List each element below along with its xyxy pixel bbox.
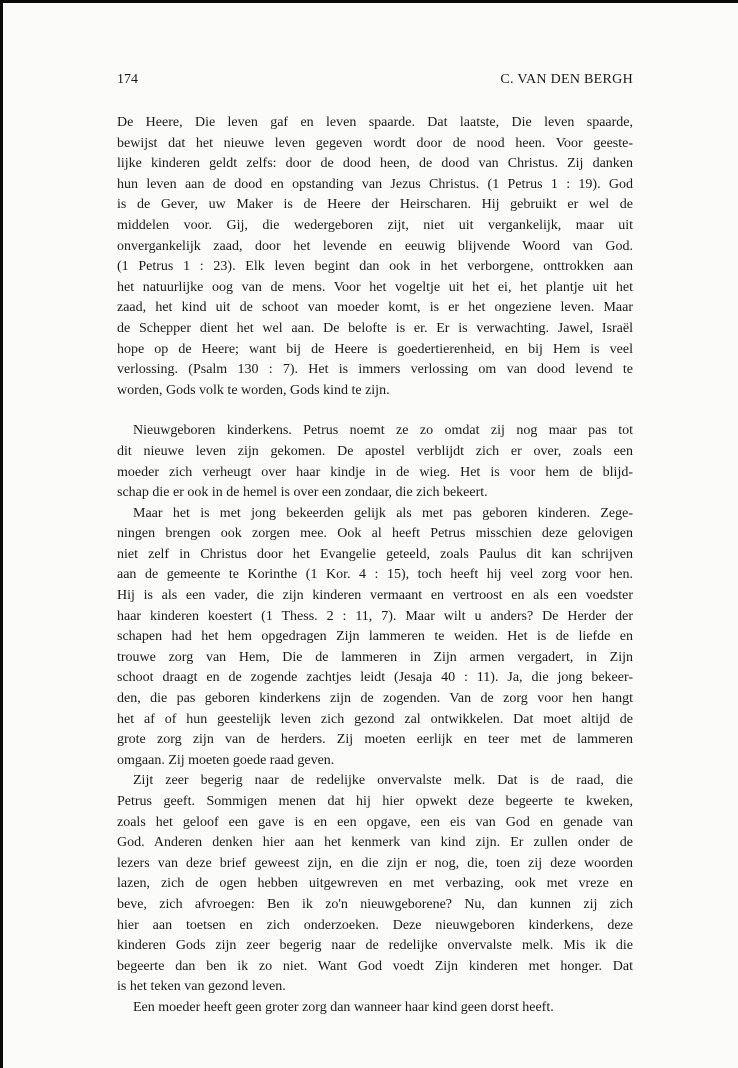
text-line: is het teken van gezond leven. [117, 979, 286, 995]
text-line: verlossing. (Psalm 130 : 7). Het is immers verlossing om van dood levend te [117, 362, 633, 378]
text-line: kinderen Gods zijn zeer begerig naar de redelijke onvervalste melk. Mis ik die [117, 938, 633, 954]
text-line: lijke kinderen geldt zelfs: door de dood heen, de dood van Christus. Zij danken [117, 156, 633, 172]
text-line: bewijst dat het nieuwe leven gegeven wordt door de nood heen. Voor geeste- [117, 135, 633, 151]
text-line: worden, Gods volk te worden, Gods kind te zijn. [117, 382, 390, 398]
text-line: hier aan toetsen en zich onderzoeken. Deze nieuwgeboren kinderkens, deze [117, 917, 633, 933]
text-line: lazen, zich de ogen hebben uitgewreven en met verbazing, ook met vreze en [117, 876, 633, 892]
text-line: dit nieuwe leven zijn gekomen. De apostel verblijdt zich er over, zoals een [117, 443, 633, 459]
text-line: middelen voor. Gij, die wedergeboren zijt, niet uit vergankelijk, maar uit [117, 217, 633, 233]
text-line: de Schepper dient het wel aan. De belofte is er. Er is verwachting. Jawel, Israël [117, 320, 633, 336]
text-line: schap die er ook in de hemel is over een zondaar, die zich bekeert. [117, 485, 488, 501]
running-head: C. VAN DEN BERGH [500, 72, 633, 87]
text-line: het natuurlijke oog van de mens. Voor het vogeltje uit het ei, het plantje uit het [117, 279, 633, 295]
text-line: zoals het geloof een gave is en een opgave, een eis van God en genade van [117, 814, 633, 830]
paragraph [117, 504, 633, 772]
text-line: is de Gever, uw Maker is de Heere der Heirscharen. Hij gebruikt er wel de [117, 197, 633, 213]
paragraph [117, 113, 633, 401]
text-line: zaad, het kind uit de schoot van moeder komt, is er het ongeziene leven. Maar [117, 300, 633, 316]
paragraph-gap [117, 401, 633, 421]
text-line: Maar het is met jong bekeerden gelijk als met pas geboren kinderen. Zege- [133, 505, 633, 521]
text-line: onvergankelijk zaad, door het levende en eeuwig blijvende Woord van God. [117, 238, 633, 254]
text-line: Petrus geeft. Sommigen menen dat hij hier opwekt deze begeerte te kweken, [117, 794, 633, 809]
body-text [117, 113, 633, 1019]
text-line: het af of hun geestelijk leven zich gezond zal ontwikkelen. Dat moet altijd de [117, 711, 633, 727]
text-line: Nieuwgeboren kinderkens. Petrus noemt ze zo omdat zij nog maar pas tot [133, 423, 633, 439]
text-line: moeder zich verheugt over haar kindje in de wieg. Het is voor hem de blijd- [117, 464, 633, 480]
text-line: haar kinderen koestert (1 Thess. 2 : 11, 7). Maar wilt u anders? De Herder der [117, 608, 633, 624]
text-line: aan de gemeente te Korinthe (1 Kor. 4 : 15), toch heeft hij veel zorg voor hen. [117, 567, 633, 583]
text-line: ningen brengen ook zorgen mee. Ook al heeft Petrus misschien deze gelovigen [117, 526, 633, 542]
text-line: niet zelf in Christus door het Evangelie geteeld, zoals Paulus dit kan schrijven [117, 546, 633, 562]
text-line: grote zorg zijn van de herders. Zij moeten eerlijk en teer met de lammeren [117, 732, 633, 748]
text-line: hope op de Heere; want bij de Heere is goedertierenheid, en bij Hem is veel [117, 341, 633, 357]
text-line: schoot draagt en de zogende zachtjes leidt (Jesaja 40 : 11). Ja, die jong bekeer- [117, 670, 633, 686]
text-line: (1 Petrus 1 : 23). Elk leven begint dan ook in het verborgene, onttrokken aan [117, 259, 633, 275]
text-line: trouwe zorg van Hem, Die de lammeren in Zijn armen vergadert, in Zijn [117, 649, 633, 665]
text-line: God. Anderen denken hier aan het kenmerk van kind zijn. Er zullen onder de [117, 835, 633, 851]
text-line: den, die pas geboren kinderkens zijn de zogenden. Van de zorg voor hen hangt [117, 691, 633, 707]
text-line: omgaan. Zij moeten goede raad geven. [117, 752, 335, 768]
page-number: 174 [117, 72, 138, 87]
paragraph [117, 771, 633, 998]
text-line: begeerte dan ben ik zo niet. Want God voedt Zijn kinderen met honger. Dat [117, 958, 633, 974]
text-line: Zijt zeer begerig naar de redelijke onvervalste melk. Dat is de raad, die [133, 773, 633, 789]
text-line: De Heere, Die leven gaf en leven spaarde. Dat laatste, Die leven spaarde, [117, 115, 633, 130]
text-line: lezers van deze brief geweest zijn, en die zijn er nog, die, toen zij deze woorden [117, 855, 633, 871]
text-line: Hij is als een vader, die zijn kinderen vermaant en vertroost en als een voedster [117, 588, 633, 604]
paragraph [117, 998, 633, 1019]
page-header [117, 72, 633, 92]
text-line: hun leven aan de dood en opstanding van Jezus Christus. (1 Petrus 1 : 19). God [117, 176, 633, 192]
text-line: beve, zich afvroegen: Ben ik zo'n nieuwgeborene? Nu, dan kunnen zij zich [117, 896, 633, 912]
paragraph [117, 421, 633, 503]
text-line: Een moeder heeft geen groter zorg dan wanneer haar kind geen dorst heeft. [133, 999, 554, 1015]
text-line: schapen had het hem opgedragen Zijn lammeren te weiden. Het is de liefde en [117, 629, 633, 645]
